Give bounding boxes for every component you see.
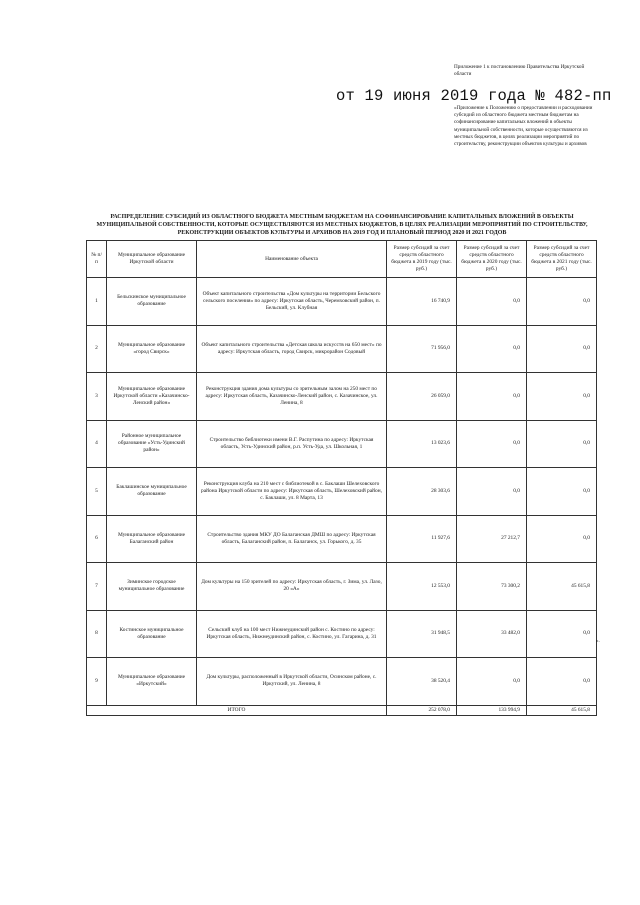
row-municipality: Зиминское городское муниципальное образование bbox=[107, 563, 197, 611]
row-value-2021: 0,0 bbox=[527, 610, 597, 658]
row-value-2019: 38 520,4 bbox=[387, 658, 457, 706]
row-value-2021: 0,0 bbox=[527, 658, 597, 706]
row-number: 1 bbox=[87, 278, 107, 326]
row-number: 6 bbox=[87, 515, 107, 563]
table-row bbox=[87, 278, 597, 326]
row-value-2019: 71 956,0 bbox=[387, 325, 457, 373]
total-row bbox=[87, 705, 597, 715]
row-object: Строительство здания МКУ ДО Балаганская ДМШ по адресу: Иркутская область, Балаганский район, п. Балаганск, ул. Горького, д. 35 bbox=[197, 515, 387, 563]
row-value-2020: 73 300,2 bbox=[457, 563, 527, 611]
row-municipality: Бельскинское муниципальное образование bbox=[107, 278, 197, 326]
row-number: 9 bbox=[87, 658, 107, 706]
header-object: Наименование объекта bbox=[197, 241, 387, 278]
table-row bbox=[87, 515, 597, 563]
row-object: Дом культуры, расположенный в Иркутской области, Осинском районе, с. Иркутский, ул. Ленина, 8 bbox=[197, 658, 387, 706]
table-row bbox=[87, 373, 597, 421]
row-value-2021: 0,0 bbox=[527, 278, 597, 326]
row-value-2019: 13 023,6 bbox=[387, 420, 457, 468]
row-number: 7 bbox=[87, 563, 107, 611]
row-municipality: Костинское муниципальное образование bbox=[107, 610, 197, 658]
row-value-2020: 0,0 bbox=[457, 468, 527, 516]
row-municipality: Муниципальное образование Балаганский район bbox=[107, 515, 197, 563]
row-value-2019: 26 059,0 bbox=[387, 373, 457, 421]
subsidy-table bbox=[86, 240, 597, 716]
row-number: 3 bbox=[87, 373, 107, 421]
header-2021: Размер субсидий за счет средств областного бюджета в 2021 году (тыс. руб.) bbox=[527, 241, 597, 278]
header-municipality: Муниципальное образование Иркутской области bbox=[107, 241, 197, 278]
table-row bbox=[87, 468, 597, 516]
row-number: 2 bbox=[87, 325, 107, 373]
header-2019: Размер субсидий за счет средств областного бюджета в 2019 году (тыс. руб.) bbox=[387, 241, 457, 278]
header-number: № п/п bbox=[87, 241, 107, 278]
table-row bbox=[87, 658, 597, 706]
document-heading: РАСПРЕДЕЛЕНИЕ СУБСИДИЙ ИЗ ОБЛАСТНОГО БЮДЖЕТА МЕСТНЫМ БЮДЖЕТАМ НА СОФИНАНСИРОВАНИЕ КАПИТАЛЬНЫХ ВЛОЖЕНИЙ В ОБЪЕКТЫ МУНИЦИПАЛЬНОЙ СОБСТВЕННОСТИ, КОТОРЫЕ ОСУЩЕСТВЛЯЮТСЯ ИЗ МЕСТНЫХ БЮДЖЕТОВ, В ЦЕЛЯХ РЕАЛИЗАЦИИ МЕРОПРИЯТИЙ ПО СТРОИТЕЛЬСТВУ, РЕКОНСТРУКЦИИ ОБЪЕКТОВ КУЛЬТУРЫ И АРХИВОВ НА 2019 ГОД И ПЛАНОВЫЙ ПЕРИОД 2020 И 2021 ГОДОВ bbox=[96, 214, 588, 236]
row-value-2021: 0,0 bbox=[527, 515, 597, 563]
row-value-2020: 0,0 bbox=[457, 325, 527, 373]
total-label: ИТОГО bbox=[87, 705, 387, 715]
row-value-2020: 27 212,7 bbox=[457, 515, 527, 563]
header-2020: Размер субсидий за счет средств областного бюджета в 2020 году (тыс. руб.) bbox=[457, 241, 527, 278]
row-municipality: Муниципальное образование «город Свирск» bbox=[107, 325, 197, 373]
row-number: 8 bbox=[87, 610, 107, 658]
total-2019: 252 078,0 bbox=[387, 705, 457, 715]
row-value-2019: 16 740,9 bbox=[387, 278, 457, 326]
row-value-2021: 0,0 bbox=[527, 420, 597, 468]
appendix-reference: «Приложение к Положению о предоставлении и расходовании субсидий из областного бюджета местным бюджетам на софинансирование капитальных вложений в объекты муниципальной собственности, которые осуществляются из местных бюджетов, в целях реализации мероприятий по строительству, реконструкции объектов культуры и архивов bbox=[454, 105, 593, 148]
row-value-2019: 12 553,0 bbox=[387, 563, 457, 611]
row-number: 5 bbox=[87, 468, 107, 516]
row-municipality: Районное муниципальное образование «Усть-Удинский район» bbox=[107, 420, 197, 468]
appendix-note: Приложение 1 к постановлению Правительства Иркутской области bbox=[454, 64, 585, 78]
row-value-2020: 33 482,0 bbox=[457, 610, 527, 658]
row-object: Реконструкция клуба на 210 мест с библиотекой в с. Баклаши Шелеховского района Иркутской области по адресу: Иркутская область, Шелеховский район, с. Баклаши, ул. 8 Марта, 13 bbox=[197, 468, 387, 516]
row-value-2019: 31 948,5 bbox=[387, 610, 457, 658]
total-2021: 45 615,8 bbox=[527, 705, 597, 715]
row-number: 4 bbox=[87, 420, 107, 468]
row-value-2019: 28 303,6 bbox=[387, 468, 457, 516]
row-value-2019: 11 927,6 bbox=[387, 515, 457, 563]
table-row bbox=[87, 325, 597, 373]
row-value-2020: 0,0 bbox=[457, 373, 527, 421]
row-municipality: Муниципальное образование Иркутской области «Казачинско-Ленский район» bbox=[107, 373, 197, 421]
row-object: Объект капитального строительства «Детская школа искусств на 650 мест» по адресу: Иркутская область, город Свирск, микрорайон Содовый bbox=[197, 325, 387, 373]
row-object: Строительство библиотеки имени В.Г. Распутина по адресу: Иркутская область, Усть-Удинский район, р.п. Усть-Уда, ул. Школьная, 1 bbox=[197, 420, 387, 468]
row-value-2021: 0,0 bbox=[527, 325, 597, 373]
row-object: Дом культуры на 150 зрителей по адресу: Иркутская область, г. Зима, ул. Лазо, 20 «А» bbox=[197, 563, 387, 611]
row-value-2021: 45 615,8 bbox=[527, 563, 597, 611]
row-value-2020: 0,0 bbox=[457, 278, 527, 326]
row-object: Объект капитального строительства «Дом культуры на территории Бельского сельского поселения» по адресу: Иркутская область, Черемховский район, п. Бельский, ул. Клубная bbox=[197, 278, 387, 326]
date-stamp: от 19 июня 2019 года № 482-пп bbox=[336, 87, 612, 105]
table-header-row bbox=[87, 241, 597, 278]
table-row bbox=[87, 563, 597, 611]
row-municipality: Баклашинское муниципальное образование bbox=[107, 468, 197, 516]
row-value-2021: 0,0 bbox=[527, 468, 597, 516]
closing-quote-mark: ». bbox=[596, 639, 600, 644]
row-municipality: Муниципальное образование «Иркутский» bbox=[107, 658, 197, 706]
total-2020: 133 994,9 bbox=[457, 705, 527, 715]
table-row bbox=[87, 610, 597, 658]
table-row bbox=[87, 420, 597, 468]
row-object: Сельский клуб на 100 мест Нижнеудинский район с. Костино по адресу: Иркутская область, Нижнеудинский район, с. Костино, ул. Гагарина, д. 31 bbox=[197, 610, 387, 658]
row-value-2020: 0,0 bbox=[457, 420, 527, 468]
row-object: Реконструкция здания дома культуры со зрительным залом на 250 мест по адресу: Иркутская область, Казачинско-Ленский район, с. Казачинское, ул. Ленина, 8 bbox=[197, 373, 387, 421]
row-value-2021: 0,0 bbox=[527, 373, 597, 421]
row-value-2020: 0,0 bbox=[457, 658, 527, 706]
